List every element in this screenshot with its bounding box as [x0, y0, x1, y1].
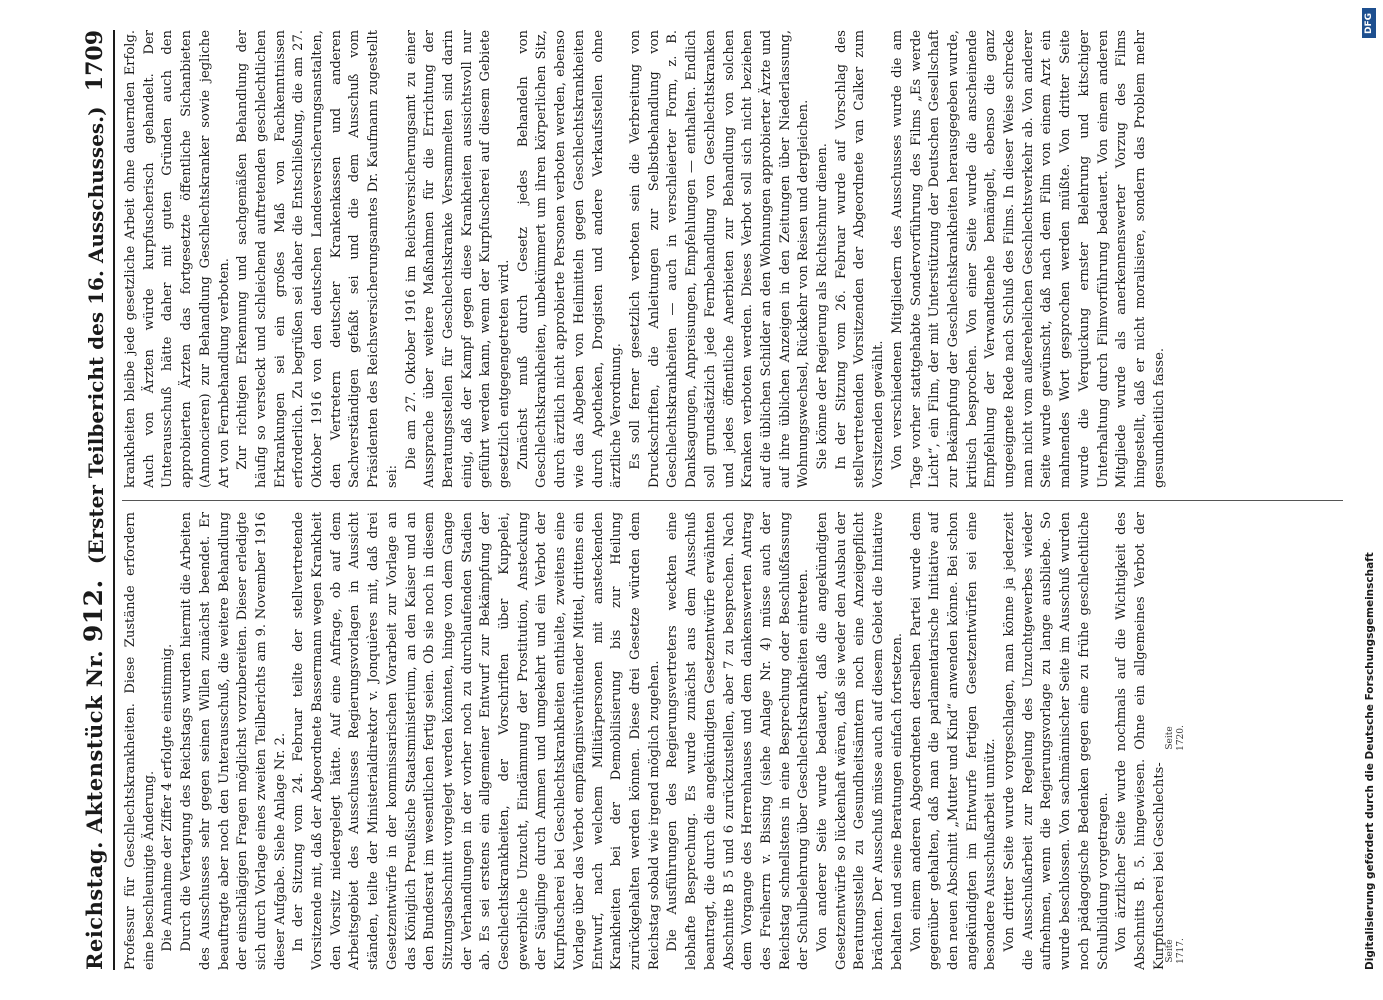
- paragraph: Die Annahme der Ziffer 4 erfolgte einstimmig.: [160, 643, 176, 952]
- paragraph: In der Sitzung vom 26. Februar wurde auf Vorschlag des stellvertretenden Vorsitzenden der Abgeordnete van Calker zum Vorsitzenden gewählt.: [833, 30, 887, 488]
- dfg-logo: DFG: [1362, 8, 1376, 38]
- paragraph: Zur richtigen Erkennung und sachgemäßen Behandlung der häufig so versteckt und schleichend auftretenden geschlechtlichen Erkrankungen sei ein großes Maß von Fachkenntnissen erforderlich. Zu begrüßen sei daher die Entschließung, die am 27. Oktober 1916 von den deutschen Landesversicherungsanstalten, den Vertretern deutscher Krankenkassen und anderen Sachverständigen gefaßt sei und die dem Ausschuß vom Präsidenten des Reichsversicherungsamtes Dr. Kaufmann zugestellt sei:: [235, 30, 400, 488]
- quoted-paragraph: Es soll ferner gesetzlich verboten sein die Verbreitung von Druckschriften, die Anleitungen zur Selbstbehandlung von Geschlechtskrankheiten — auch in verschleierter Form, z. B. Danksagungen, Anpreisungen, Empfehlungen — enthalten. Endlich soll grundsätzlich jede Fernbehandlung von Geschlechtskranken und jedes öffentliche Anerbieten zur Behandlung von solchen Kranken verboten werden. Dieses Verbot soll sich nicht beziehen auf die üblichen Schilder an den Wohnungen approbierter Ärzte und auf ihre üblichen Anzeigen in den Zeitungen über Niederlassung, Wohnungswechsel, Rückkehr von Reisen und dergleichen.: [627, 30, 812, 488]
- header-title: [79, 579, 108, 970]
- paragraph: Von verschiedenen Mitgliedern des Ausschusses wurde die am Tage vorher stattgehabte Sondervorführung des Films „Es werde Licht“, ein Film, der mit Unterstützung der Deutschen Gesellschaft zur Bekämpfung der Geschlechtskrankheiten herausgegeben wurde, kritisch besprochen. Von einer Seite wurde die anscheinende Empfehlung der Verwandtenehe bemängelt, ebenso die ganz ungeeignete Rede nach Schluß des Films. In dieser Weise schrecke man nicht vom außerehelichen Geschlechtsverkehr ab. Von anderer Seite wurde gewünscht, daß nach dem Film von einem Arzt ein mahnendes Wort gesprochen werden müßte. Von dritter Seite wurde die Verquickung ernster Belehrung und kitschiger Unterhaltung durch Filmvorführung bedauert. Von einem anderen Mitgliede wurde als anerkennenswerter Vorzug des Films hingestellt, daß er nicht moralisiere, sondern das Problem mehr gesundheitlich fasse.: [889, 30, 1167, 488]
- paragraph: krankheiten bleibe jede gesetzliche Arbeit ohne dauernden Erfolg. Auch von Ärzten würde kurpfuscherisch gehandelt. Der Unterausschuß hätte daher mit guten Gründen auch den approbierten Ärzten das fortgesetzte öffentliche Sichanbieten (Annoncieren) zur Behandlung Geschlechtskranker sowie jegliche Art von Fernbehandlung verboten.: [123, 30, 232, 488]
- header-rule: [113, 30, 115, 970]
- text-column-right: [122, 30, 1343, 488]
- paragraph: In der Sitzung vom 24. Februar teilte der stellvertretende Vorsitzende mit, daß der Abgeordnete Bassermann wegen Krankheit den Vorsitz niedergelegt hätte. Auf eine Anfrage, ob auf dem Arbeitsgebiet des Ausschusses Regierungsvorlagen in Aussicht ständen, teilte der Ministerialdirektor v. Jonquières mit, daß drei Gesetzentwürfe in der kommissarischen Vorarbeit zur Vorlage an das Königlich Preußische Staatsministerium, an den Kaiser und an den Bundesrat im wesentlichen fertig seien. Ob sie noch in diesem Sitzungsabschnitt vorgelegt werden könnten, hinge von dem Gange der Verhandlungen in der vorher noch zu durchlaufenden Stadien ab. Es sei erstens ein allgemeiner Entwurf zur Bekämpfung der Geschlechtskrankheiten, der Vorschriften über Kuppelei, gewerbliche Unzucht, Eindämmung der Prostitution, Ansteckung der Säuglinge durch Ammen und umgekehrt und ein Verbot der Kurpfuscherei bei Geschlechtskrankheiten enthielte, zweitens eine Vorlage über das Verbot empfängnisverhütender Mittel, drittens ein Entwurf, nach welchem Militärpersonen mit ansteckenden Krankheiten bei der Demobilisierung bis zur Heilung zurückgehalten werden können. Diese drei Gesetze würden dem Reichstag sobald wie irgend möglich zugehen.: [291, 512, 662, 970]
- quoted-paragraph: Zunächst muß durch Gesetz jedes Behandeln von Geschlechtskrankheiten, unbekümmert um ihren körperlichen Sitz, durch ärztlich nicht approbierte Personen verboten werden, ebenso wie das Abgeben von Heilmitteln gegen Geschlechtskrankheiten durch Apotheken, Drogisten und andere Verkaufsstellen ohne ärztliche Verordnung.: [515, 30, 625, 488]
- column-divider: [122, 500, 1343, 501]
- paragraph: Professur für Geschlechtskrankheiten. Diese Zustände erfordern eine beschleunigte Änderung.: [123, 512, 157, 970]
- paragraph: Sie könne der Regierung als Richtschnur dienen.: [815, 143, 831, 470]
- page-number: 1709: [82, 30, 108, 92]
- digitization-credit: [1358, 40, 1380, 970]
- text-column-left: [122, 512, 1343, 970]
- quoted-paragraph: Die am 27. Oktober 1916 im Reichsversicherungsamt zu einer Aussprache über weitere Maßnahmen für die Errichtung der Beratungsstellen für Geschlechtskranke Versammelten sind darin einig, daß der Kampf gegen diese Krankheiten aussichtsvoll nur geführt werden kann, wenn der Kurpfuscherei auf diesem Gebiete gesetzlich entgegengetreten wird.: [403, 30, 513, 488]
- header-subtitle: (Erster Teilbericht des 16. Ausschusses.): [84, 106, 108, 565]
- paragraph: Durch die Vertagung des Reichstags wurden hiermit die Arbeiten des Ausschusses sehr gegen seinen Willen zunächst beendet. Er beauftragte aber noch den Unterausschuß, die weitere Behandlung der einschlägigen Fragen möglichst vorzubereiten. Dieser erledigte sich durch Vorlage eines zweiten Teilberichts am 9. November 1916 dieser Aufgabe. Siehe Anlage Nr. 2.: [179, 512, 288, 970]
- margin-note-page-ref: Seite 1717.: [1165, 938, 1186, 964]
- header-left-text: Reichstag. Aktenstück Nr.: [82, 649, 107, 970]
- paragraph: Von einem anderen Abgeordneten derselben Partei wurde dem gegenüber gehalten, daß man die parlamentarische Initiative auf den neuen Abschnitt „Mutter und Kind“ anwenden könne. Bei schon angekündigten im Entwurfe fertigen Gesetzentwürfen sei eine besondere Ausschußarbeit unnütz.: [908, 512, 999, 970]
- paragraph: Von dritter Seite wurde vorgeschlagen, man könne ja jederzeit die Ausschußarbeit zur Regelung des Unzuchtgewerbes wieder aufnehmen, wenn die Regierungsvorlage zu lange ausbliebe. So wurde beschlossen. Von sachmännischer Seite im Ausschuß wurden noch pädagogische Bedenken gegen eine zu frühe geschlechtliche Schulbildung vorgetragen.: [1002, 512, 1111, 970]
- digitization-credit-text: Digitalisierung gefördert durch die Deutsche Forschungsgemeinschaft: [1364, 552, 1376, 970]
- paragraph: Von anderer Seite wurde bedauert, daß die angekündigten Gesetzentwürfe so lückenhaft wären, daß sie weder den Ausbau der Beratungsstelle zu Gesundheitsämtern noch eine Anzeigepflicht brächten. Der Ausschuß müsse auch auf diesem Gebiet die Initiative behalten und seine Beratungen einfach fortsetzen.: [815, 512, 905, 970]
- paragraph: Die Ausführungen des Regierungsvertreters weckten eine lebhafte Besprechung. Es wurde zunächst aus dem Ausschuß beantragt, die durch die angekündigten Gesetzentwürfe erwähnten Abschnitte B 5 und 6 zurückzustellen, aber 7 zu besprechen. Nach dem Vorgange des Herrenhauses und dem dankenswerten Antrag des Freiherrn v. Bissing (siehe Anlage Nr. 4) müsse auch der Reichstag schnellstens in eine Besprechung oder Beschlußfassung der Schulbelehrung über Geschlechtskrankheiten eintreten.: [665, 512, 812, 970]
- document-number: 912.: [79, 579, 108, 643]
- paragraph: Von ärztlicher Seite wurde nochmals auf die Wichtigkeit des Abschnitts B. 5. hingewiesen. Ohne ein allgemeines Verbot der Kurpfuscherei bei Geschlechts-: [1114, 512, 1167, 970]
- margin-note-page-ref: Seite 1720.: [1165, 725, 1186, 751]
- page-header: [62, 30, 108, 970]
